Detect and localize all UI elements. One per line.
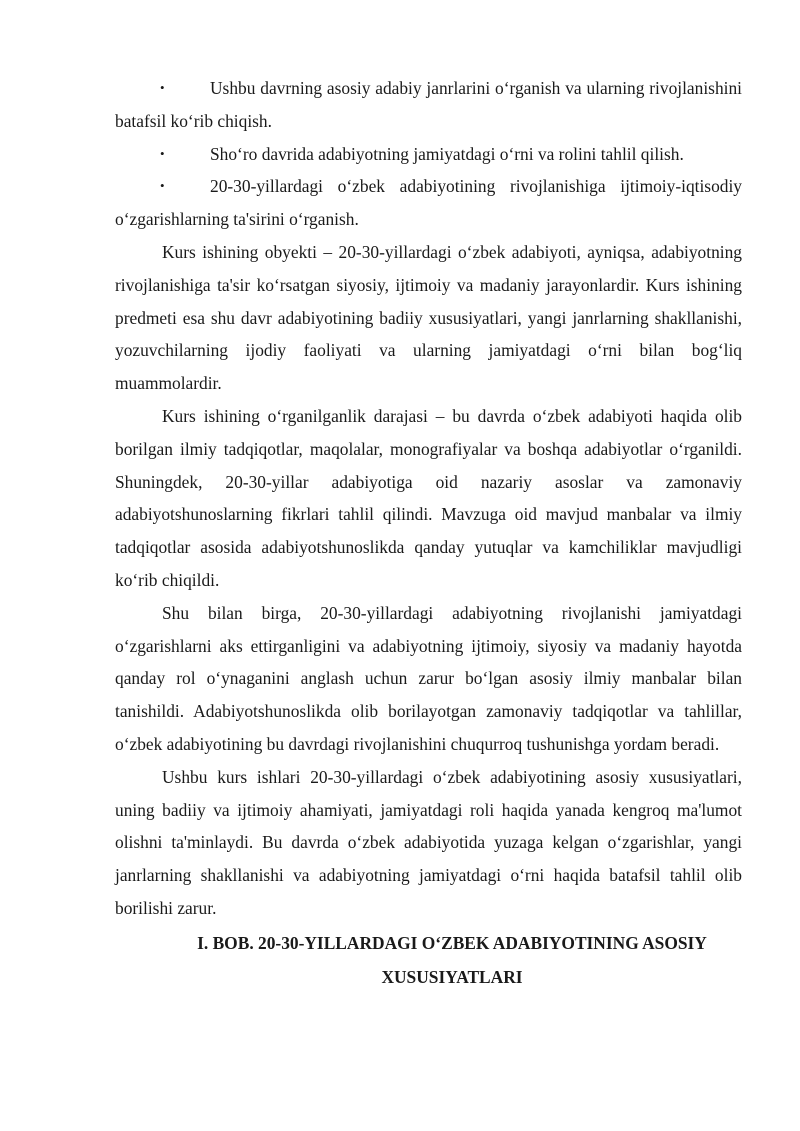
paragraph-study-level: Kurs ishining o‘rganilganlik darajasi – bu davrda o‘zbek adabiyoti haqida olib borilgan ilmiy tadqiqotlar, maqolalar, monografiyalar va boshqa adabiyotlar o‘rganildi. Shuningdek, 20-30-yillar adabiyotiga oid nazariy asoslar va zamonaviy adabiyotshunoslarning fikrlari tahlil qilindi. Mavzuga oid mavjud manbalar va ilmiy tadqiqotlar asosida adabiyotshunoslikda qanday yutuqlar va kamchiliklar mavjudligi ko‘rib chiqildi. bbox=[115, 405, 742, 590]
bullet-marker: • bbox=[160, 178, 165, 194]
paragraph-sources: Shu bilan birga, 20-30-yillardagi adabiyotning rivojlanishi jamiyatdagi o‘zgarishlarni aks ettirganligini va adabiyotning ijtimoiy, siyosiy va madaniy hayotda qanday rol o‘ynaganini anglash uchun zarur bo‘lgan asosiy ilmiy manbalar bilan tanishildi. Adabiyotshunoslikda olib borilayotgan zamonaviy tadqiqotlar va tahlillar, o‘zbek adabiyotining bu davrdagi rivojlanishini chuqurroq tushunishga yordam beradi. bbox=[115, 602, 742, 754]
bullet-item bbox=[115, 170, 742, 236]
paragraph-object-subject: Kurs ishining obyekti – 20-30-yillardagi o‘zbek adabiyoti, ayniqsa, adabiyotning rivojlanishiga ta'sir ko‘rsatgan siyosiy, ijtimoiy va madaniy jarayonlardir. Kurs ishining predmeti esa shu davr adabiyotining badiiy xususiyatlari, yangi janrlarning shakllanishi, yozuvchilarning ijodiy faoliyati va ularning jamiyatdagi o‘rni bilan bog‘liq muammolardir. bbox=[115, 241, 742, 394]
bullet-marker: • bbox=[160, 80, 165, 95]
bullet-marker: • bbox=[160, 145, 165, 161]
bullet-text: 20-30-yillardagi o‘zbek adabiyotining rivojlanishiga ijtimoiy-iqtisodiy o‘zgarishlarning ta'sirini o‘rganish. bbox=[115, 176, 742, 230]
paragraph-purpose: Ushbu kurs ishlari 20-30-yillardagi o‘zbek adabiyotining asosiy xususiyatlari, uning badiiy va ijtimoiy ahamiyati, jamiyatdagi roli haqida yanada kengroq ma'lumot olishni ta'minlaydi. Bu davrda o‘zbek adabiyotida yuzaga kelgan o‘zgarishlar, yangi janrlarning shakllanishi va adabiyotning jamiyatdagi o‘rni haqida batafsil tahlil olib borilishi zarur. bbox=[115, 766, 742, 918]
bullet-text: Ushbu davrning asosiy adabiy janrlarini o‘rganish va ularning rivojlanishini batafsil ko‘rib chiqish. bbox=[115, 78, 742, 131]
chapter-heading: I. BOB. 20-30-YILLARDAGI O‘ZBEK ADABIYOTINING ASOSIY XUSUSIYATLARI bbox=[197, 932, 707, 987]
bullet-item bbox=[115, 72, 742, 138]
bullet-text: Sho‘ro davrida adabiyotning jamiyatdagi o‘rni va rolini tahlil qilish. bbox=[210, 143, 684, 164]
bullet-item bbox=[115, 138, 742, 171]
document-page bbox=[115, 72, 742, 994]
